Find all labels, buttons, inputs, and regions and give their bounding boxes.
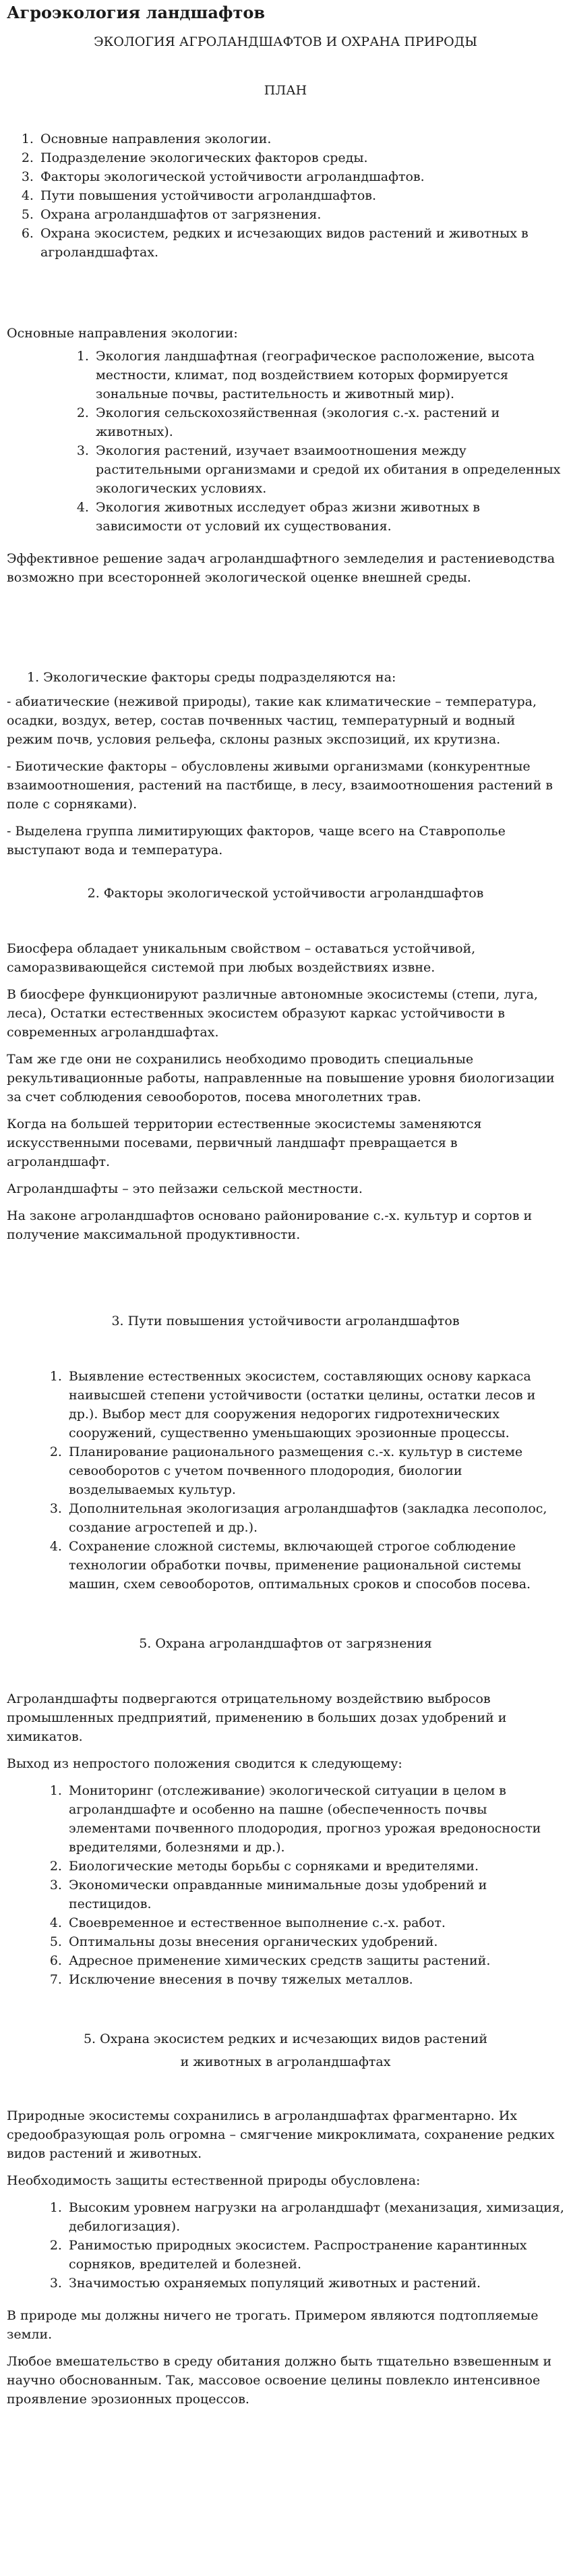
- section5-item: 2. Ранимостью природных экосистем. Распространение карантинных сорняков, вредителей и болезней.: [66, 2236, 564, 2274]
- section4-list: [7, 1781, 564, 1989]
- plan-item: 3. Факторы экологической устойчивости агроландшафтов.: [38, 167, 564, 186]
- directions-label: Основные направления экологии:: [7, 326, 238, 341]
- section1-title: 1. Экологические факторы среды подразделяются на:: [27, 670, 396, 685]
- directions-conclusion: Эффективное решение задач агроландшафтного земледелия и растениеводства возможно при всесторонней экологической оценке внешней среды.: [7, 551, 555, 585]
- section5-title-line1: 5. Охрана экосистем редких и исчезающих видов растений: [83, 2032, 488, 2046]
- plan-item: 2. Подразделение экологических факторов среды.: [38, 148, 564, 167]
- plan-item: 6. Охрана экосистем, редких и исчезающих видов растений и животных в агроландшафтах.: [38, 224, 564, 262]
- document-title: Агроэкология ландшафтов: [7, 3, 266, 22]
- section1-paragraph: - Биотические факторы – обусловлены живыми организмами (конкурентные взаимоотношения, растений на пастбище, в лесу, взаимоотношения растений в поле с сорняками).: [7, 759, 553, 812]
- plan-item: 4. Пути повышения устойчивости агроландшафтов.: [38, 186, 564, 205]
- document-subtitle: ЭКОЛОГИЯ АГРОЛАНДШАФТОВ И ОХРАНА ПРИРОДЫ: [94, 34, 477, 49]
- section5-intro: Природные экосистемы сохранились в агроландшафтах фрагментарно. Их средообразующая роль огромна – смягчение микроклимата, сохранение редких видов растений и животных.: [7, 2108, 555, 2161]
- section4-item: 2. Биологические методы борьбы с сорняками и вредителями.: [66, 1857, 564, 1876]
- section2-paragraph: На законе агроландшафтов основано районирование с.-х. культур и сортов и получение максимальной продуктивности.: [7, 1208, 533, 1242]
- direction-item: 4. Экология животных исследует образ жизни животных в зависимости от условий их существования.: [93, 498, 564, 536]
- section4-lead: Выход из непростого положения сводится к следующему:: [7, 1756, 402, 1771]
- section2-title: 2. Факторы экологической устойчивости агроландшафтов: [87, 886, 484, 901]
- section2-paragraph: Агроландшафты – это пейзажи сельской местности.: [7, 1181, 363, 1196]
- section5-title-line2: и животных в агроландшафтах: [180, 2054, 391, 2069]
- section5-list: [7, 2198, 564, 2293]
- plan-item: 1. Основные направления экологии.: [38, 130, 564, 148]
- section3-item: 4. Сохранение сложной системы, включающей строгое соблюдение технологии обработки почвы, применение рациональной системы машин, схем севооборотов, оптимальных сроков и способов посева.: [66, 1537, 564, 1594]
- section4-item: 1. Мониторинг (отслеживание) экологической ситуации в целом в агроландшафте и особенно на пашне (обеспеченность почвы элементами почвенного плодородия, прогноз урожая вредоносности вредителями, болезнями и др.).: [66, 1781, 564, 1857]
- plan-item: 5. Охрана агроландшафтов от загрязнения.: [38, 205, 564, 224]
- direction-item: 2. Экология сельскохозяйственная (экология с.-х. растений и животных).: [93, 403, 564, 441]
- section1-paragraph: - Выделена группа лимитирующих факторов, чаще всего на Ставрополье выступают вода и температура.: [7, 824, 506, 858]
- section3-item: 2. Планирование рационального размещения с.-х. культур в системе севооборотов с учетом почвенного плодородия, биологии возделываемых культур.: [66, 1443, 564, 1499]
- section4-title: 5. Охрана агроландшафтов от загрязнения: [139, 1636, 432, 1651]
- section2-paragraph: Биосфера обладает уникальным свойством – оставаться устойчивой, саморазвивающейся системой при любых воздействиях извне.: [7, 941, 476, 975]
- section3-item: 3. Дополнительная экологизация агроландшафтов (закладка лесополос, создание агростепей и др.).: [66, 1499, 564, 1537]
- section3-list: [7, 1367, 564, 1594]
- section4-intro: Агроландшафты подвергаются отрицательному воздействию выбросов промышленных предприятий, применению в больших дозах удобрений и химикатов.: [7, 1691, 507, 1744]
- section4-item: 6. Адресное применение химических средств защиты растений.: [66, 1951, 564, 1970]
- section4-item: 7. Исключение внесения в почву тяжелых металлов.: [66, 1970, 564, 1989]
- section5-lead: Необходимость защиты естественной природы обусловлена:: [7, 2173, 421, 2188]
- section5-item: 1. Высоким уровнем нагрузки на агроландшафт (механизация, химизация, дебилогизация).: [66, 2198, 564, 2236]
- section1-paragraph: - абиатические (неживой природы), такие как климатические – температура, осадки, воздух, ветер, состав почвенных частиц, температурный и водный режим почв, условия рельефа, склоны разных экспозиций, их крутизна.: [7, 694, 537, 747]
- section4-item: 5. Оптимальны дозы внесения органических удобрений.: [66, 1932, 564, 1951]
- plan-heading: ПЛАН: [264, 83, 307, 98]
- plan-list: [13, 130, 564, 262]
- section5-paragraph: В природе мы должны ничего не трогать. Примером являются подтопляемые земли.: [7, 2308, 539, 2342]
- section2-paragraph: Там же где они не сохранились необходимо проводить специальные рекультивационные работы, направленные на повышение уровня биологизации за счет соблюдения севооборотов, посева многолетних трав.: [7, 1052, 555, 1104]
- direction-item: 1. Экология ландшафтная (географическое расположение, высота местности, климат, под воздействием которых формируется зональные почвы, растительность и животный мир).: [93, 347, 564, 403]
- direction-item: 3. Экология растений, изучает взаимоотношения между растительными организмами и средой их обитания в определенных экологических условиях.: [93, 441, 564, 498]
- section5-paragraph: Любое вмешательство в среду обитания должно быть тщательно взвешенным и научно обоснованным. Так, массовое освоение целины повлекло интенсивное проявление эрозионных процессов.: [7, 2354, 552, 2407]
- section3-item: 1. Выявление естественных экосистем, составляющих основу каркаса наивысшей степени устойчивости (остатки целины, остатки лесов и др.). Выбор мест для сооружения недорогих гидротехнических сооружений, существенно уменьшающих эрозионные процессы.: [66, 1367, 564, 1443]
- section3-title: 3. Пути повышения устойчивости агроландшафтов: [111, 1314, 460, 1328]
- section2-paragraph: Когда на большей территории естественные экосистемы заменяются искусственными посевами, первичный ландшафт превращается в агроландшафт.: [7, 1117, 482, 1169]
- directions-list: [7, 347, 564, 536]
- section4-item: 4. Своевременное и естественное выполнение с.-х. работ.: [66, 1913, 564, 1932]
- section2-paragraph: В биосфере функционируют различные автономные экосистемы (степи, луга, леса), Остатки естественных экосистем образуют каркас устойчивости в современных агроландшафтах.: [7, 987, 538, 1040]
- section4-item: 3. Экономически оправданные минимальные дозы удобрений и пестицидов.: [66, 1876, 564, 1913]
- section5-item: 3. Значимостью охраняемых популяций животных и растений.: [66, 2274, 564, 2293]
